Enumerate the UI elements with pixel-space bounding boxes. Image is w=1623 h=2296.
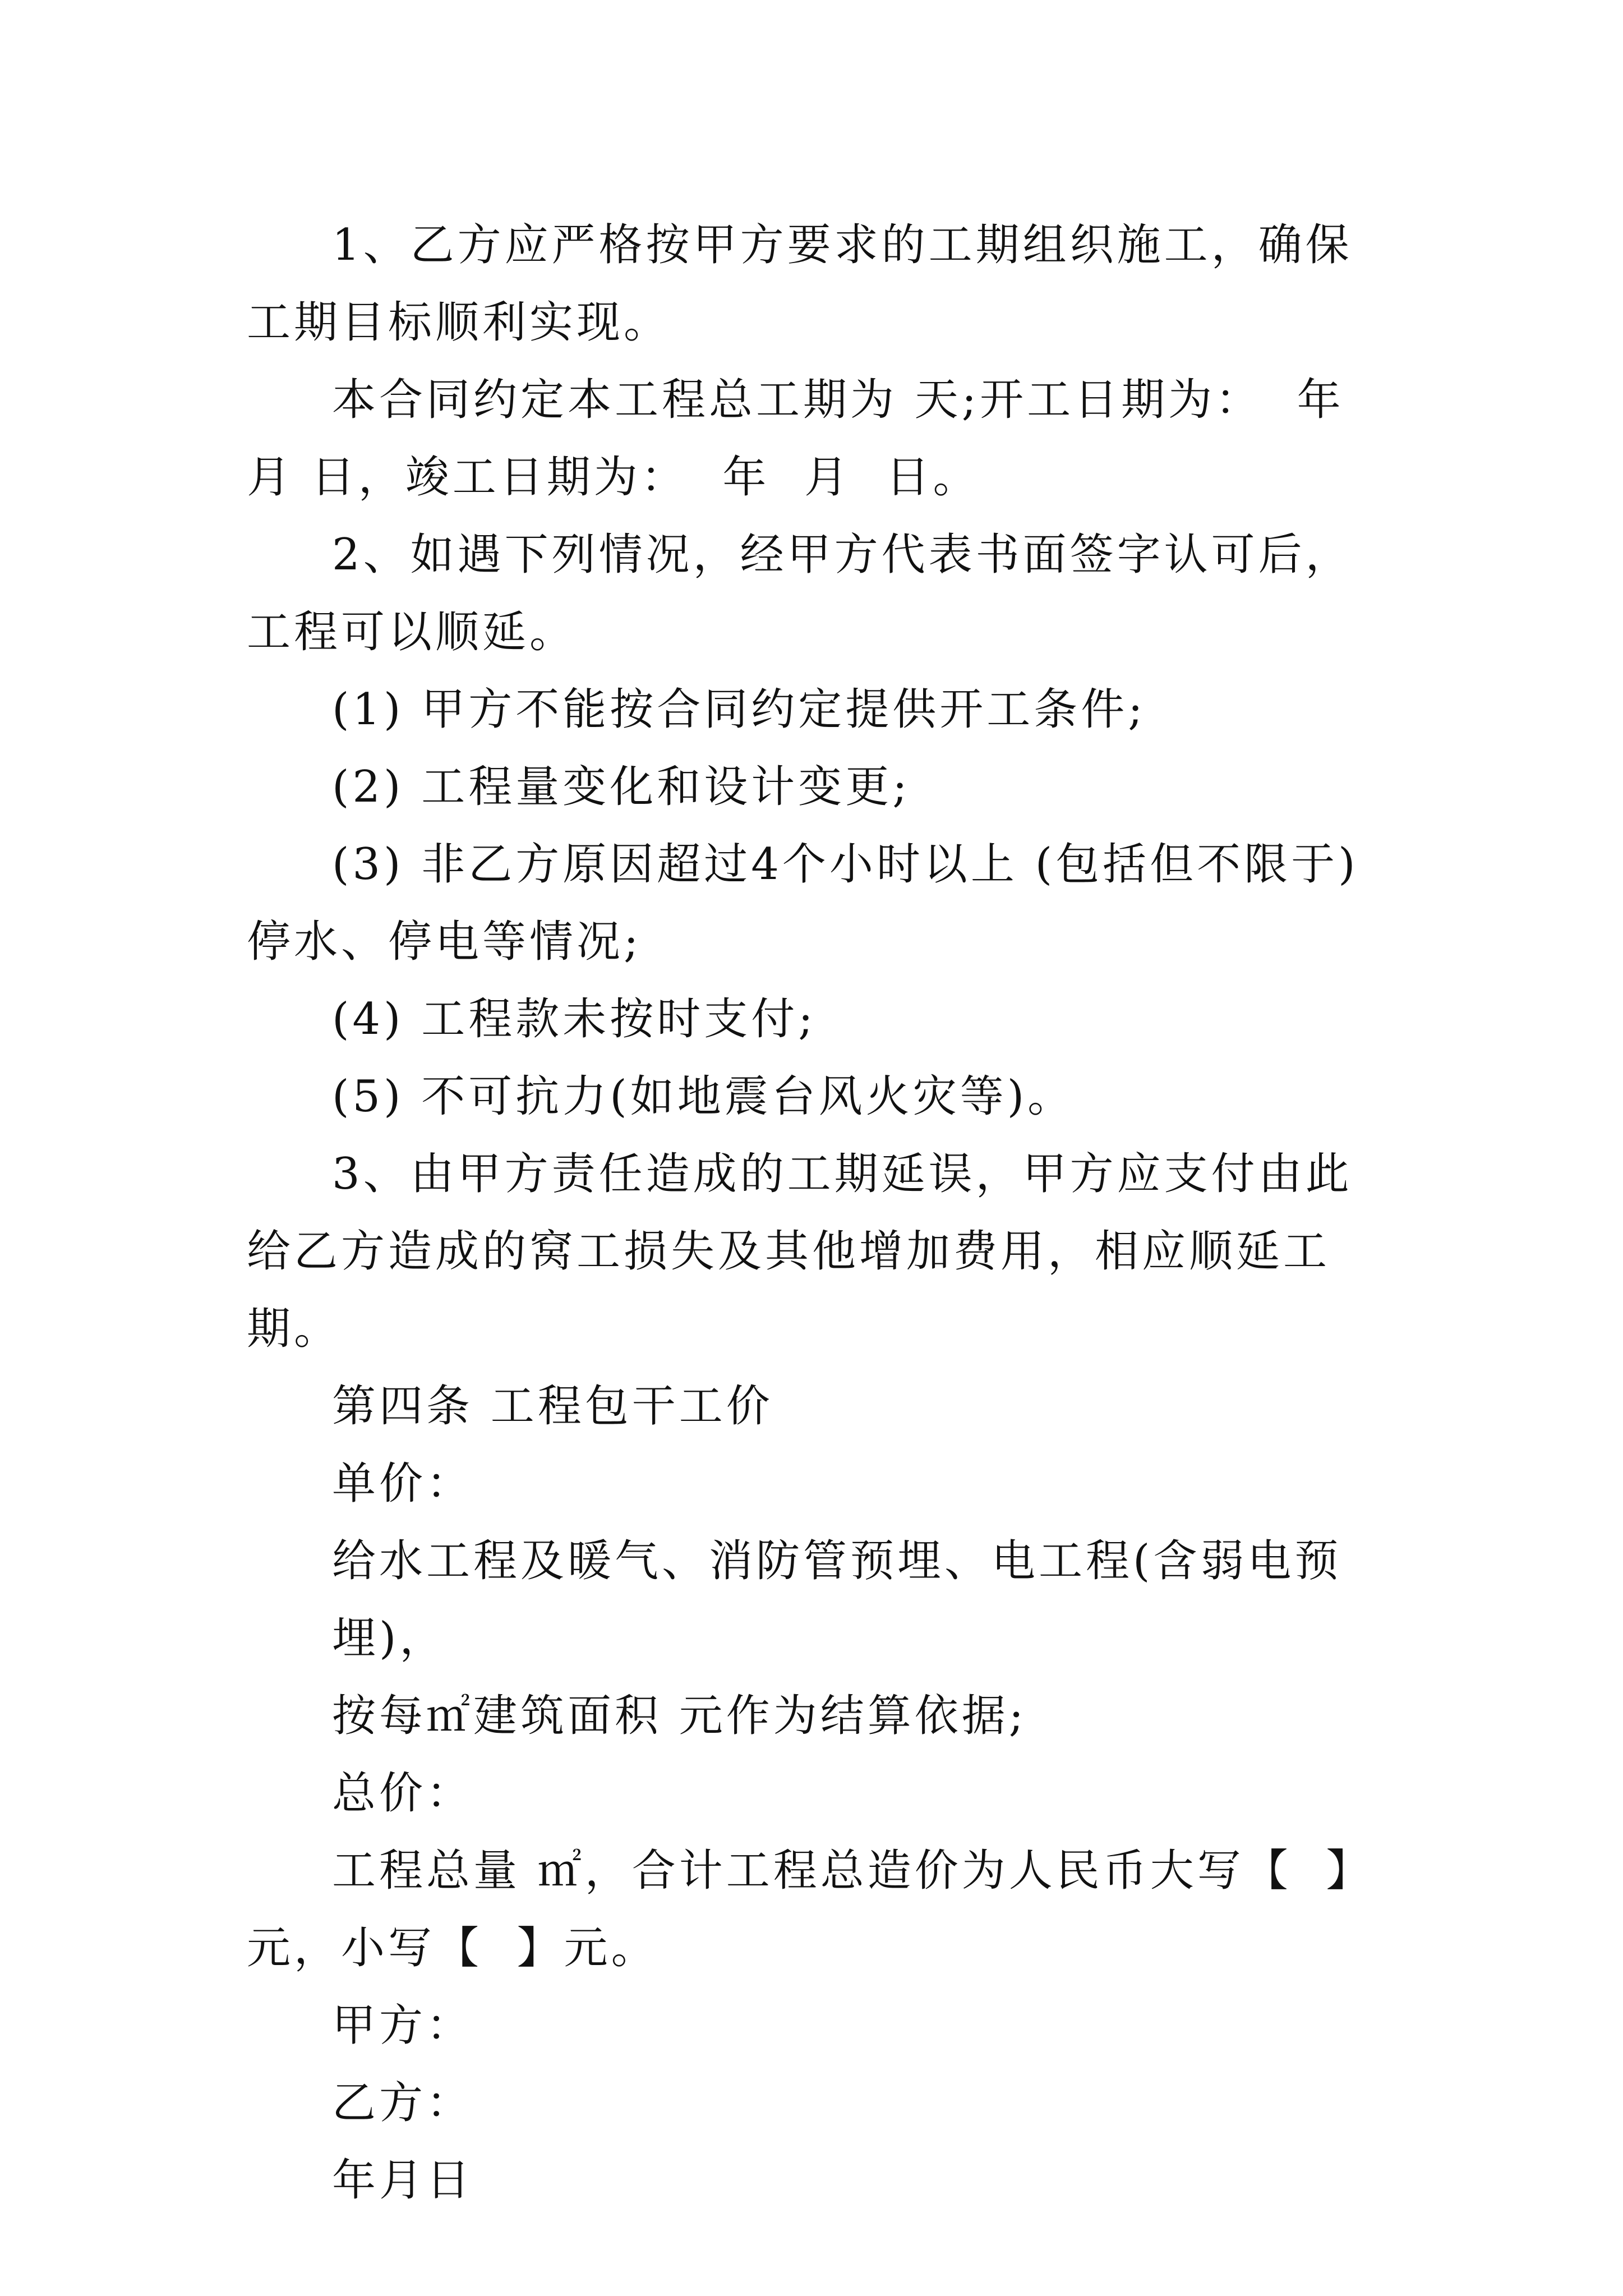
list-item: (3) 非乙方原因超过4个小时以上 (包括但不限于)停水、停电等情况; (247, 839, 1359, 967)
unit-price-basis: 按每㎡建筑面积 元作为结算依据; (332, 1691, 1027, 1741)
list-item: (1) 甲方不能按合同约定提供开工条件; (332, 684, 1146, 735)
unit-price-scope: 给水工程及暖气、消防管预埋、电工程(含弱电预埋)， (332, 1536, 1342, 1664)
clause-3-paragraph: 3、由甲方责任造成的工期延误，甲方应支付由此给乙方造成的窝工损失及其他增加费用，相应顺延工期。 (247, 1149, 1353, 1354)
schedule-paragraph: 本合同约定本工程总工期为 天;开工日期为： 年 月 日，竣工日期为： 年 月 日。 (247, 375, 1379, 503)
unit-price-label: 单价： (332, 1458, 474, 1509)
list-item: (2) 工程量变化和设计变更; (332, 762, 911, 812)
date-line: 年月日 (332, 2155, 474, 2206)
clause-1-paragraph: 1、乙方应严格按甲方要求的工期组织施工，确保工期目标顺利实现。 (247, 220, 1353, 348)
total-price-label: 总价： (332, 1768, 474, 1819)
list-item: (5) 不可抗力(如地震台风火灾等)。 (332, 1071, 1075, 1122)
clause-2-paragraph: 2、如遇下列情况，经甲方代表书面签字认可后，工程可以顺延。 (247, 530, 1353, 657)
party-b-signature: 乙方： (332, 2078, 474, 2128)
document-body (247, 206, 1399, 2219)
party-a-signature: 甲方： (332, 2000, 474, 2051)
list-item: (4) 工程款未按时支付; (332, 994, 817, 1045)
total-price-paragraph: 工程总量 ㎡，合计工程总造价为人民币大写【 】元，小写【 】元。 (247, 1846, 1373, 1973)
section-heading: 第四条 工程包干工价 (332, 1381, 773, 1432)
